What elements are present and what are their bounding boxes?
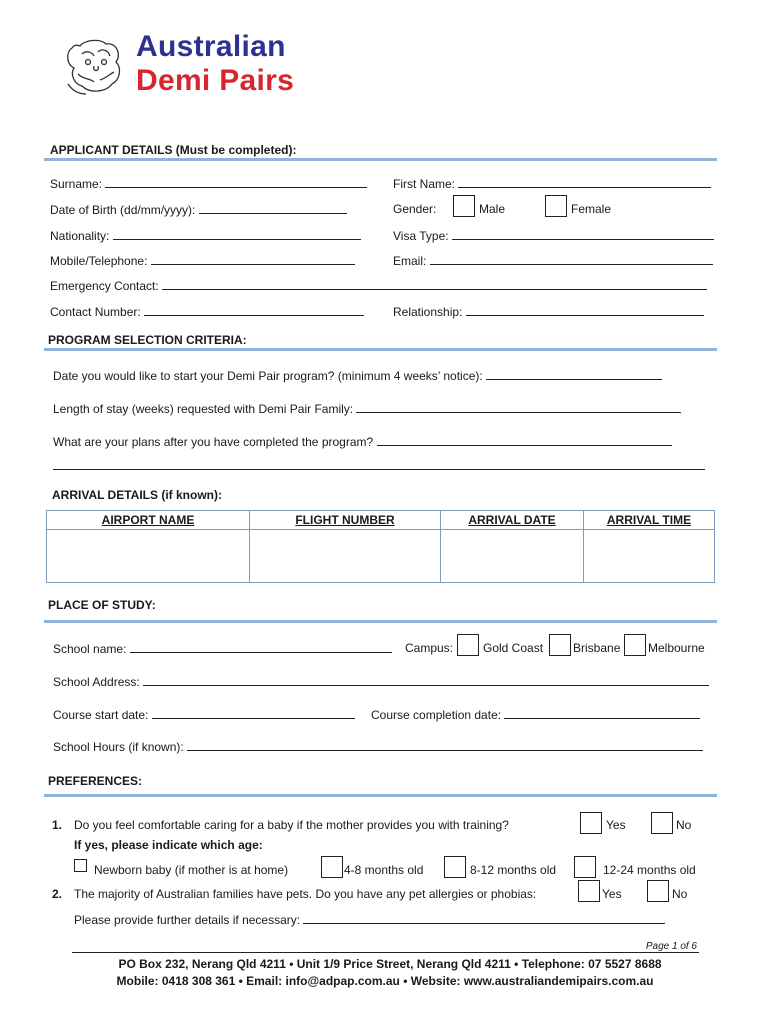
melbourne-label: Melbourne (648, 641, 705, 655)
nationality-field[interactable] (50, 228, 361, 243)
emergency-label: Emergency Contact: (50, 279, 159, 293)
nationality-label: Nationality: (50, 229, 110, 243)
visa-field[interactable] (393, 228, 714, 243)
age-4-8-label: 4-8 months old (344, 863, 424, 877)
koala-sketch-icon (60, 34, 130, 100)
age-12-24-label: 12-24 months old (603, 863, 696, 877)
start-date-label: Date you would like to start your Demi Pair program? (minimum 4 weeks’ notice): (53, 369, 483, 383)
table-row (47, 530, 715, 583)
course-start-field[interactable] (53, 707, 355, 722)
arrival-table (46, 510, 715, 583)
q2-yes-label: Yes (602, 887, 622, 901)
flight-number-cell[interactable] (250, 530, 441, 583)
applicant-heading: APPLICANT DETAILS (Must be completed): (50, 143, 297, 157)
program-heading: PROGRAM SELECTION CRITERIA: (48, 333, 247, 347)
arrival-time-cell[interactable] (584, 530, 715, 583)
logo (60, 30, 300, 102)
details-label: Please provide further details if necessary: (74, 913, 301, 927)
email-field[interactable] (393, 253, 713, 268)
start-date-field[interactable] (53, 368, 662, 383)
school-hours-field[interactable] (53, 739, 703, 754)
page-number: Page 1 of 6 (645, 941, 697, 952)
course-completion-field[interactable] (371, 707, 700, 722)
school-address-field[interactable] (53, 674, 709, 689)
course-completion-label: Course completion date: (371, 708, 502, 722)
q2-no-checkbox[interactable] (647, 880, 669, 902)
newborn-checkbox[interactable] (74, 859, 87, 872)
course-start-label: Course start date: (53, 708, 149, 722)
mobile-field[interactable] (50, 253, 355, 268)
q1-no-label: No (676, 818, 692, 832)
details-field[interactable] (74, 912, 665, 927)
visa-label: Visa Type: (393, 229, 449, 243)
logo-line2: Demi Pairs (136, 64, 295, 97)
first-name-field[interactable] (393, 176, 711, 191)
preferences-heading: PREFERENCES: (48, 774, 143, 788)
length-of-stay-label: Length of stay (weeks) requested with Demi Pair Family: (53, 402, 354, 416)
q1-yes-checkbox[interactable] (580, 812, 602, 834)
male-label: Male (479, 202, 506, 216)
school-hours-label: School Hours (if known): (53, 740, 184, 754)
plans-label: What are your plans after you have completed the program? (53, 435, 374, 449)
gold-coast-checkbox[interactable] (457, 634, 479, 656)
newborn-label: Newborn baby (if mother is at home) (94, 863, 289, 877)
gender-label: Gender: (393, 202, 437, 216)
study-heading: PLACE OF STUDY: (48, 598, 156, 612)
age-8-12-label: 8-12 months old (470, 863, 557, 877)
length-of-stay-field[interactable] (53, 401, 681, 416)
col-airport-name: AIRPORT NAME (47, 511, 250, 530)
plans-continuation-line[interactable] (53, 458, 705, 470)
relationship-field[interactable] (393, 304, 704, 319)
female-checkbox[interactable] (545, 195, 567, 217)
arrival-date-cell[interactable] (441, 530, 584, 583)
logo-line1: Australian (136, 30, 286, 63)
melbourne-checkbox[interactable] (624, 634, 646, 656)
contact-number-label: Contact Number: (50, 305, 141, 319)
divider (44, 620, 717, 623)
q1-yes-label: Yes (606, 818, 626, 832)
male-checkbox[interactable] (453, 195, 475, 217)
school-name-label: School name: (53, 642, 127, 656)
school-name-field[interactable] (53, 641, 392, 656)
school-address-label: School Address: (53, 675, 140, 689)
footer-rule (72, 952, 699, 953)
footer-contact: Mobile: 0418 308 361 • Email: info@adpap.com.au • Website: www.australiandemipairs.com.au (116, 974, 654, 988)
gold-coast-label: Gold Coast (483, 641, 544, 655)
airport-name-cell[interactable] (47, 530, 250, 583)
q2-yes-checkbox[interactable] (578, 880, 600, 902)
col-arrival-date: ARRIVAL DATE (441, 511, 584, 530)
arrival-heading: ARRIVAL DETAILS (if known): (52, 488, 222, 502)
email-label: Email: (393, 254, 427, 268)
female-label: Female (571, 202, 612, 216)
divider (44, 794, 717, 797)
age-12-24-checkbox[interactable] (574, 856, 596, 878)
emergency-field[interactable] (50, 278, 707, 293)
table-header-row (47, 511, 715, 530)
q1-no-checkbox[interactable] (651, 812, 673, 834)
campus-label: Campus: (405, 641, 454, 655)
q1-number: 1. (52, 818, 63, 832)
mobile-label: Mobile/Telephone: (50, 254, 148, 268)
divider (44, 348, 717, 351)
col-arrival-time: ARRIVAL TIME (584, 511, 715, 530)
footer-address: PO Box 232, Nerang Qld 4211 • Unit 1/9 Price Street, Nerang Qld 4211 • Telephone: 07 5527 8688 (118, 957, 662, 971)
surname-field[interactable] (50, 176, 367, 191)
q2-number: 2. (52, 887, 63, 901)
surname-label: Surname: (50, 177, 103, 191)
age-8-12-checkbox[interactable] (444, 856, 466, 878)
plans-field[interactable] (53, 434, 672, 449)
first-name-label: First Name: (393, 177, 456, 191)
dob-field[interactable] (50, 202, 347, 217)
q1-subheading: If yes, please indicate which age: (74, 838, 263, 852)
divider (44, 158, 717, 161)
q2-no-label: No (672, 887, 688, 901)
col-flight-number: FLIGHT NUMBER (250, 511, 441, 530)
brisbane-checkbox[interactable] (549, 634, 571, 656)
contact-number-field[interactable] (50, 304, 364, 319)
dob-label: Date of Birth (dd/mm/yyyy): (50, 203, 196, 217)
relationship-label: Relationship: (393, 305, 463, 319)
brisbane-label: Brisbane (573, 641, 621, 655)
q1-text: Do you feel comfortable caring for a baby if the mother provides you with training? (74, 818, 509, 832)
age-4-8-checkbox[interactable] (321, 856, 343, 878)
q2-text: The majority of Australian families have pets. Do you have any pet allergies or phobias: (74, 887, 537, 901)
